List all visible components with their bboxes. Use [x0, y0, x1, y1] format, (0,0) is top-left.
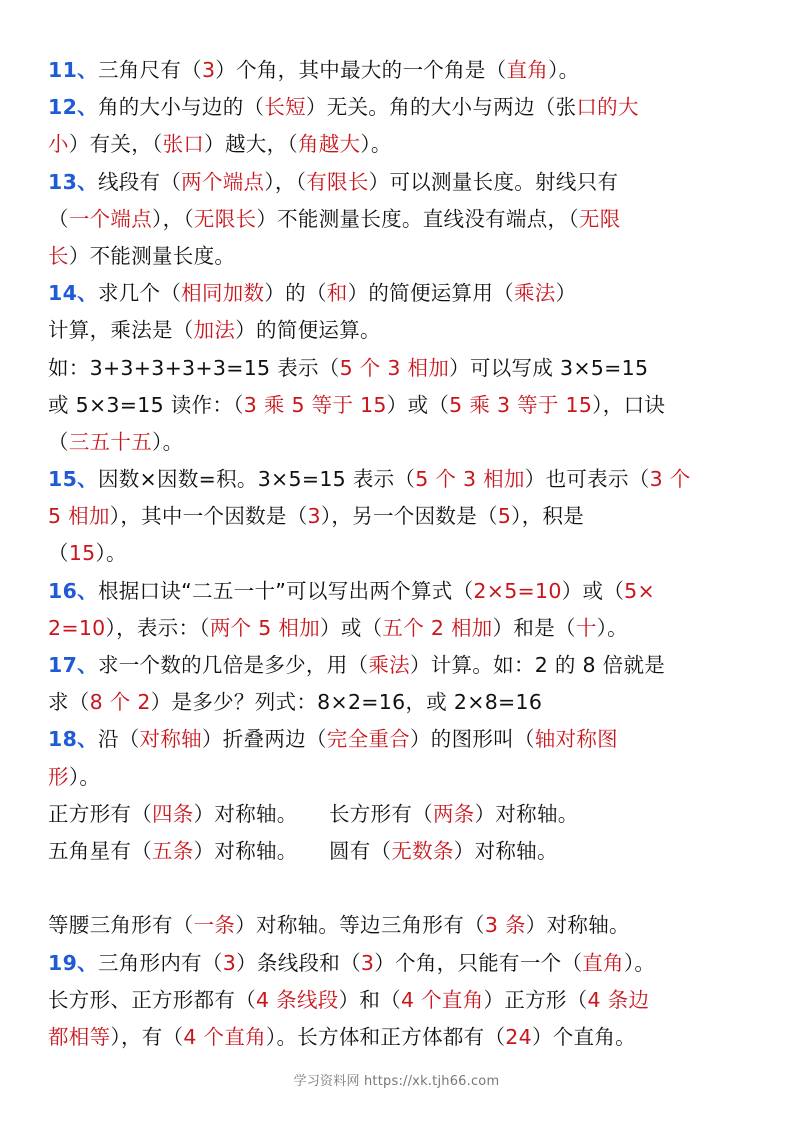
body-text: ）对称轴。	[474, 801, 579, 826]
body-text: ）不能测量长度。直线没有端点，（	[256, 206, 579, 231]
text-line	[48, 275, 773, 312]
text-line	[48, 945, 773, 982]
text-line	[48, 535, 773, 572]
answer-text: 直角	[582, 950, 624, 975]
body-text: （	[48, 429, 69, 454]
body-text: 正方形有（	[48, 801, 152, 826]
body-text: ），口诀	[592, 392, 666, 417]
body-text: ）。	[68, 764, 101, 789]
body-text: ）可以写成 3×5=15	[449, 355, 649, 380]
body-text: ）的简便运算用（	[347, 281, 514, 306]
text-line	[48, 461, 773, 498]
body-text: ）。	[360, 132, 392, 157]
body-text: 计算，乘法是（	[48, 318, 194, 343]
body-text: ），（	[264, 169, 307, 194]
answer-text: 15	[68, 541, 96, 566]
answer-text: 张口	[162, 132, 205, 157]
body-text: ）是多少？列式：8×2=16，或 2×8=16	[150, 690, 543, 715]
answer-text: 无数条	[391, 838, 454, 863]
body-text: ）有关，（	[68, 132, 163, 157]
text-line	[48, 89, 773, 126]
body-text: 根据口诀“二五一十”可以写出两个算式（	[97, 578, 474, 603]
answer-text: 4 个直角	[183, 1024, 266, 1049]
answer-text: 一个端点	[68, 206, 153, 231]
answer-text: 5 个 3 相加	[415, 467, 525, 492]
answer-text: 两条	[432, 801, 475, 826]
body-text: 沿（	[97, 727, 140, 752]
body-text: ）和是（	[492, 615, 576, 640]
answer-text: 四条	[152, 801, 194, 826]
body-text: ）的（	[264, 281, 327, 306]
answer-text: 轴对称图	[534, 727, 618, 752]
answer-text: 无限	[578, 206, 621, 231]
body-text: ），表示：（	[105, 615, 210, 640]
footer-watermark: 学习资料网 https://xk.tjh66.com	[293, 1074, 500, 1089]
text-line	[48, 1019, 773, 1056]
answer-text: 三五十五	[68, 429, 153, 454]
answer-text: 8 个 2	[89, 690, 151, 715]
text-line	[48, 647, 773, 684]
blank-line	[48, 870, 773, 907]
body-text: ）也可表示（	[524, 467, 650, 492]
body-text: 求（	[48, 690, 90, 715]
answer-text: 乘法	[368, 653, 410, 677]
text-line	[48, 238, 773, 275]
body-text: ）条线段和（	[236, 950, 361, 975]
body-text: ）。	[596, 615, 628, 640]
body-text: ），积是	[511, 504, 585, 529]
body-text: 或 5×3=15 读作：（	[48, 392, 244, 417]
answer-text: 一条	[193, 913, 236, 938]
answer-text: 直角	[506, 58, 549, 82]
body-text: （	[48, 541, 69, 566]
body-text: ）和（	[338, 987, 401, 1012]
body-text: ）对称轴。 圆有（	[193, 838, 392, 863]
body-text: 五角星有（	[48, 838, 152, 863]
answer-text: 3	[201, 58, 216, 82]
body-text: ）或（	[320, 615, 383, 640]
answer-text: 完全重合	[326, 727, 410, 752]
body-text: ）。长方体和正方体都有（	[265, 1024, 506, 1049]
answer-text: 五个 2 相加	[382, 615, 493, 640]
answer-text: 角越大	[297, 132, 361, 157]
answer-text: 相同加数	[181, 281, 265, 306]
body-text: 求几个（	[97, 281, 182, 306]
body-text: ）个直角。	[531, 1024, 636, 1049]
answer-text: 长短	[264, 95, 306, 120]
body-text: ）越大，（	[204, 132, 298, 157]
item-number: 12、	[48, 95, 98, 120]
text-line	[48, 201, 773, 238]
text-line	[48, 424, 773, 461]
answer-text: 两个端点	[181, 169, 265, 194]
body-text: 如：3+3+3+3+3=15 表示（	[48, 355, 340, 380]
body-text: （	[48, 206, 69, 231]
answer-text: 24	[505, 1024, 532, 1049]
body-text: 角的大小与边的（	[97, 95, 265, 120]
answer-text: 3	[222, 950, 237, 975]
body-text: ），另一个因数是（	[320, 504, 498, 529]
body-text: ）。	[152, 429, 184, 454]
body-text: ）。	[95, 541, 127, 566]
answer-text: 长	[48, 243, 69, 268]
body-text: ），其中一个因数是（	[109, 504, 308, 529]
text-line	[48, 312, 773, 349]
body-text: ）	[555, 281, 577, 306]
body-text: ）折叠两边（	[201, 727, 327, 752]
text-line	[48, 796, 773, 833]
body-text: 线段有（	[97, 169, 182, 194]
body-text: ）或（	[386, 392, 450, 417]
text-line	[48, 498, 773, 535]
item-number: 19、	[48, 950, 98, 975]
body-text: ）个角，其中最大的一个角是（	[215, 58, 507, 82]
body-text: ），有（	[110, 1024, 184, 1049]
answer-text: 3 条	[484, 913, 526, 938]
body-text: ）。	[623, 950, 656, 975]
body-text: ）的图形叫（	[409, 727, 535, 752]
text-line	[48, 387, 773, 424]
answer-text: 3 乘 5 等于 15	[243, 392, 387, 417]
text-line	[48, 907, 773, 944]
text-line	[48, 610, 773, 647]
answer-text: 4 条线段	[256, 987, 339, 1012]
answer-text: 十	[575, 615, 597, 640]
answer-text: 两个 5 相加	[209, 615, 321, 640]
answer-text: 5 个 3 相加	[339, 355, 450, 380]
answer-text: 5	[497, 504, 512, 529]
item-number: 18、	[48, 727, 98, 752]
body-text: ）对称轴。 长方形有（	[193, 801, 433, 826]
body-text: ），（	[152, 206, 194, 231]
answer-text: 5 乘 3 等于 15	[449, 392, 593, 417]
item-number: 16、	[48, 578, 98, 603]
body-text: 长方形、正方形都有（	[48, 987, 256, 1012]
answer-text: 对称轴	[139, 727, 202, 752]
body-text: 等腰三角形有（	[48, 913, 194, 938]
body-text: 求一个数的几倍是多少，用（	[97, 653, 369, 677]
answer-text: 形	[48, 764, 69, 789]
body-text: ）计算。如：2 的 8 倍就是	[409, 653, 666, 677]
text-line	[48, 52, 773, 89]
answer-text: 加法	[193, 318, 236, 343]
answer-text: 和	[326, 281, 348, 306]
text-line	[48, 982, 773, 1019]
answer-text: 有限长	[306, 169, 369, 194]
answer-text: 3	[307, 504, 321, 529]
body-text: ）或（	[561, 578, 625, 603]
item-number: 17、	[48, 653, 98, 677]
text-line	[48, 126, 773, 163]
answer-text: 乘法	[513, 281, 556, 306]
body-text: ）个角，只能有一个（	[374, 950, 583, 975]
body-text: ）对称轴。	[453, 838, 558, 863]
text-line	[48, 833, 773, 870]
answer-text: 5×	[624, 578, 655, 603]
answer-text: 4 条边	[587, 987, 650, 1012]
body-text: ）正方形（	[483, 987, 588, 1012]
answer-text: 4 个直角	[400, 987, 484, 1012]
worksheet-content	[48, 52, 773, 1056]
item-number: 11、	[48, 58, 98, 82]
body-text: ）的简便运算。	[235, 318, 381, 343]
answer-text: 小	[48, 132, 69, 157]
text-line	[48, 350, 773, 387]
text-line	[48, 721, 773, 758]
answer-text: 3	[360, 950, 375, 975]
text-line	[48, 684, 773, 721]
answer-text: 五条	[152, 838, 194, 863]
body-text: ）不能测量长度。	[68, 243, 236, 268]
answer-text: 无限长	[193, 206, 257, 231]
body-text: ）可以测量长度。射线只有	[368, 169, 619, 194]
answer-text: 都相等	[48, 1024, 111, 1049]
body-text: ）对称轴。	[525, 913, 630, 938]
answer-text: 5 相加	[48, 504, 110, 529]
answer-text: 2×5=10	[473, 578, 562, 603]
text-line	[48, 573, 773, 610]
item-number: 13、	[48, 169, 98, 194]
text-line	[48, 759, 773, 796]
answer-text: 口的大	[576, 95, 639, 120]
text-line	[48, 164, 773, 201]
body-text: ）对称轴。等边三角形有（	[235, 913, 485, 938]
answer-text: 2=10	[48, 615, 106, 640]
body-text: ）无关。角的大小与两边（张	[305, 95, 577, 120]
body-text: 因数×因数=积。3×5=15 表示（	[97, 467, 416, 492]
answer-text: 3 个	[649, 467, 691, 492]
body-text: ）。	[548, 58, 580, 82]
body-text: 三角形内有（	[97, 950, 223, 975]
body-text: 三角尺有（	[97, 58, 202, 82]
item-number: 14、	[48, 281, 98, 306]
item-number: 15、	[48, 467, 98, 492]
